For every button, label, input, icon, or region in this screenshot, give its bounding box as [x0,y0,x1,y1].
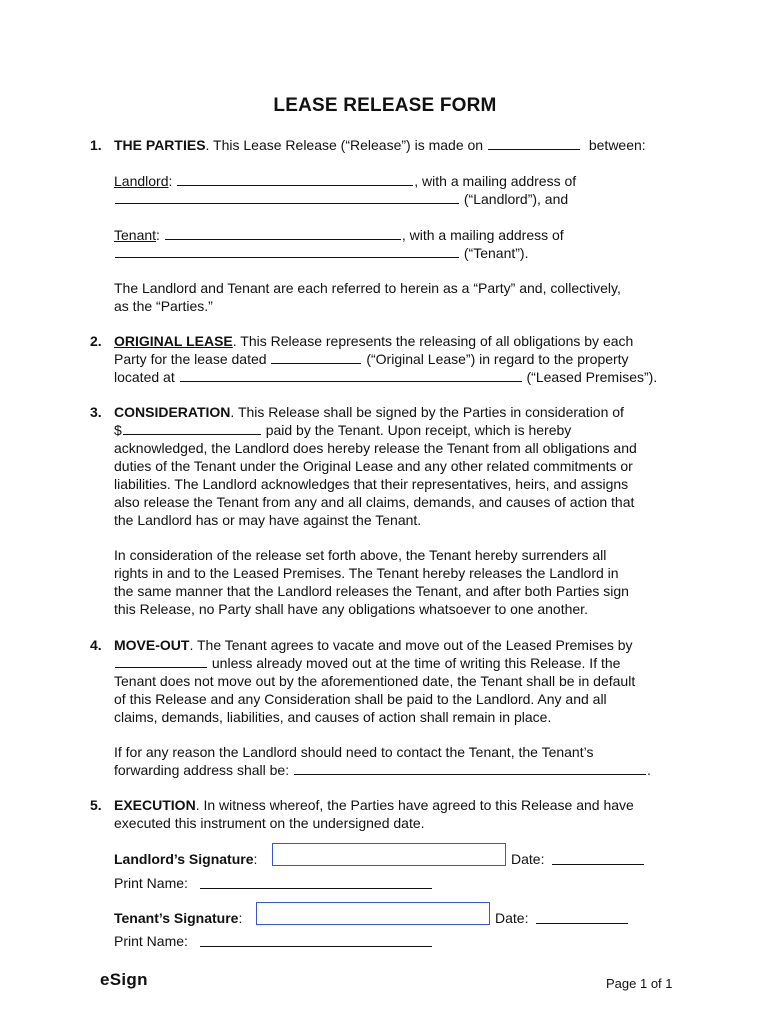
landlord-signature-field[interactable] [272,843,506,866]
forwarding-address-label: forwarding address shall be: [114,762,290,778]
section-5-line-1 [114,796,634,814]
landlord-print-name-blank[interactable] [200,888,432,889]
landlord-name-blank[interactable] [177,173,413,186]
landlord-signature-colon: : [253,851,258,867]
section-2-text-1: . This Release represents the releasing of all obligations by each [232,333,634,349]
landlord-address-blank[interactable] [115,191,459,204]
section-2-line-3 [114,368,657,386]
tenant-signature-field[interactable] [256,902,490,925]
section-3-line-4: duties of the Tenant under the Original Lease and any other related commitments or [114,458,633,474]
tenant-signature-colon: : [238,910,243,926]
party-definition-line-1: The Landlord and Tenant are each referred to herein as a “Party” and, collectively, [114,280,621,296]
landlord-date-blank[interactable] [552,864,644,865]
section-4-text-2: unless already moved out at the time of writing this Release. If the [211,655,621,671]
section-4-line-1 [114,636,633,654]
consideration-amount-blank[interactable] [123,422,261,435]
section-5-number: 5. [90,797,102,813]
landlord-mailing-text: , with a mailing address of [414,173,577,189]
forwarding-address-blank[interactable] [294,762,646,775]
tenant-date-blank[interactable] [536,923,628,924]
landlord-signature-label-line [114,850,257,868]
section-3-para-2-line-2: rights in and to the Leased Premises. The Tenant hereby releases the Landlord in [114,565,619,581]
section-3-number: 3. [90,404,102,420]
landlord-signature-label: Landlord’s Signature [114,851,254,867]
original-lease-text: (“Original Lease”) in regard to the property [366,351,629,367]
section-4-line-3: Tenant does not move out by the aforementioned date, the Tenant shall be in default [114,673,636,689]
tenant-mailing-text: , with a mailing address of [401,227,564,243]
tenant-line: Tenant: , with a mailing address of [114,227,564,243]
esign-logo: eSign [100,970,148,989]
section-1-heading: THE PARTIES [114,137,206,153]
section-3-line-6: also release the Tenant from any and all claims, demands, and causes of action that [114,494,635,510]
section-3-line-3: acknowledged, the Landlord does hereby release the Tenant from all obligations and [114,440,637,456]
landlord-address-line [114,190,568,208]
section-3-para-2-line-1: In consideration of the release set forth above, the Tenant hereby surrenders all [114,547,607,563]
section-2-line-2 [114,350,629,368]
section-3-line-7: the Landlord has or may have against the Tenant. [114,512,422,528]
section-3-text-2: paid by the Tenant. Upon receipt, which is hereby [265,422,572,438]
landlord-label: Landlord [114,173,169,189]
release-date-blank[interactable] [488,137,580,150]
landlord-line: Landlord: , with a mailing address of [114,173,577,189]
section-5-line-2: executed this instrument on the undersigned date. [114,815,425,831]
tenant-date-label: Date: [495,910,529,926]
section-4-para-2-line-1: If for any reason the Landlord should need to contact the Tenant, the Tenant’s [114,744,594,760]
tenant-label: Tenant [114,227,157,243]
section-4-line-5: claims, demands, liabilities, and causes of action shall remain in place. [114,709,552,725]
section-1-number: 1. [90,137,102,153]
lease-date-blank[interactable] [271,351,361,364]
dollar-sign: $ [114,422,122,438]
section-4-line-2 [114,654,620,672]
section-1-between: between: [588,137,646,153]
tenant-address-line [114,244,528,262]
lease-dated-text: Party for the lease dated [114,351,267,367]
section-5-heading: EXECUTION [114,797,196,813]
section-1-line-1 [114,136,646,154]
premises-address-blank[interactable] [180,369,522,382]
party-definition-line-2: as the “Parties.” [114,298,213,314]
tenant-signature-label: Tenant’s Signature [114,910,239,926]
landlord-print-name-label: Print Name: [114,875,188,891]
tenant-print-name-blank[interactable] [200,946,432,947]
page-number: Page 1 of 1 [606,976,673,991]
section-4-para-2-line-2 [114,761,651,779]
landlord-date-label: Date: [511,851,545,867]
section-1-text: . This Lease Release (“Release”) is made on [205,137,484,153]
tenant-print-name-label: Print Name: [114,933,188,949]
landlord-end-text: (“Landlord”), and [463,191,569,207]
section-2-heading: ORIGINAL LEASE [114,333,233,349]
tenant-signature-label-line [114,909,242,927]
forwarding-address-period: . [647,762,651,778]
leased-premises-text: (“Leased Premises”). [526,369,658,385]
section-4-line-4: of this Release and any Consideration shall be paid to the Landlord. Any and all [114,691,607,707]
section-5-text-1: . In witness whereof, the Parties have agreed to this Release and have [195,797,634,813]
section-3-text-1: . This Release shall be signed by the Parties in consideration of [230,404,624,420]
section-3-line-2 [114,421,571,439]
section-3-line-1 [114,403,624,421]
section-3-para-2-line-4: this Release, no Party shall have any obligations whatsoever to one another. [114,601,588,617]
section-3-line-5: liabilities. The Landlord acknowledges that their representatives, heirs, and assigns [114,476,629,492]
tenant-end-text: (“Tenant”). [463,245,529,261]
section-2-number: 2. [90,333,102,349]
tenant-name-blank[interactable] [165,227,401,240]
section-2-line-1 [114,332,633,350]
move-out-date-blank[interactable] [115,655,207,668]
tenant-address-blank[interactable] [115,245,459,258]
section-3-heading: CONSIDERATION [114,404,231,420]
section-3-para-2-line-3: the same manner that the Landlord releases the Tenant, and after both Parties sign [114,583,629,599]
page-title: LEASE RELEASE FORM [273,95,497,116]
section-4-heading: MOVE-OUT [114,637,190,653]
section-4-number: 4. [90,637,102,653]
located-at-text: located at [114,369,175,385]
section-4-text-1: . The Tenant agrees to vacate and move out of the Leased Premises by [189,637,633,653]
